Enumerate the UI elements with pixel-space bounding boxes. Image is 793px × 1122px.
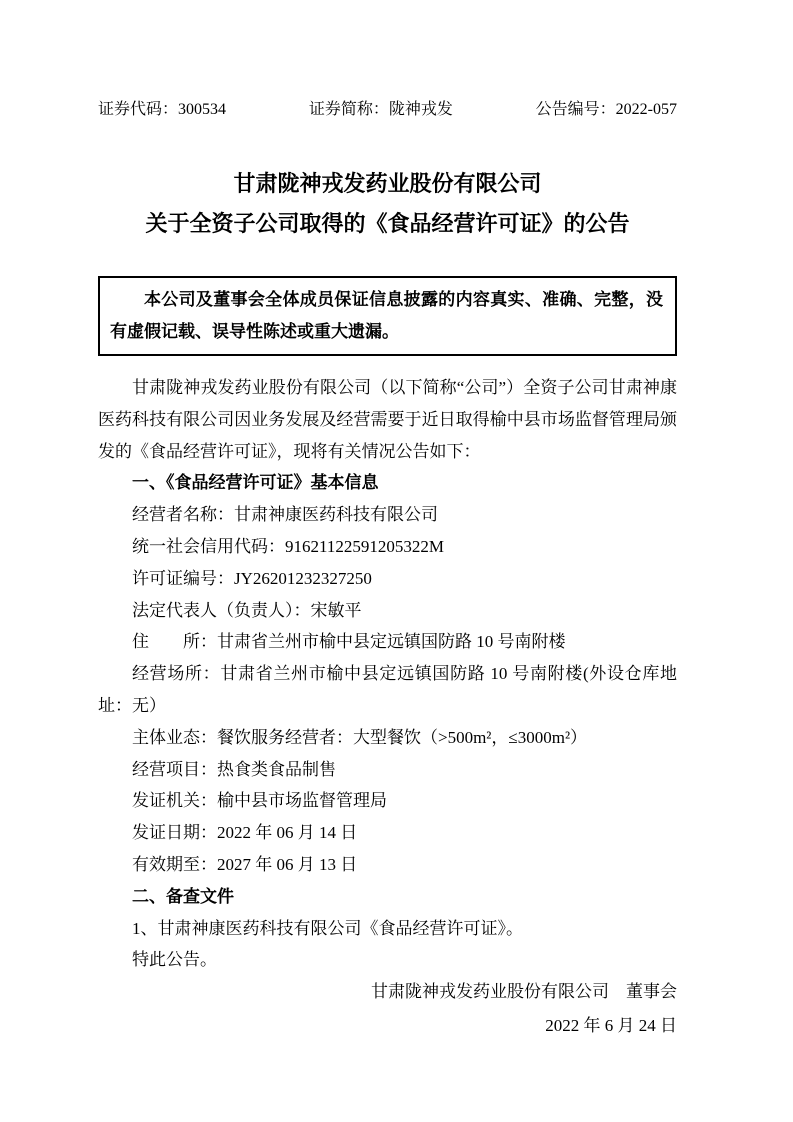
signoff-date: 2022 年 6 月 24 日 [545, 1015, 677, 1035]
issuing-authority-field: 发证机关：榆中县市场监督管理局 [132, 791, 387, 811]
operator-name-field: 经营者名称：甘肃神康医药科技有限公司 [132, 505, 438, 525]
stock-code: 证券代码：300534 [98, 101, 227, 118]
section1-heading: 一、《食品经营许可证》基本信息 [132, 473, 379, 493]
business-premises-field: 经营场所：甘肃省兰州市榆中县定远镇国防路 10 号南附楼(外设仓库地址：无） [98, 664, 677, 715]
section2-heading: 二、备查文件 [132, 886, 234, 906]
signoff-company: 甘肃陇神戎发药业股份有限公司 董事会 [371, 982, 677, 1002]
document-header [98, 100, 677, 120]
disclaimer-box [98, 276, 677, 356]
issue-date-field: 发证日期：2022 年 06 月 14 日 [132, 823, 358, 843]
credit-code-field: 统一社会信用代码：91621122591205322M [132, 536, 444, 556]
legal-representative-field: 法定代表人（负责人）：宋敏平 [132, 600, 362, 620]
disclaimer-text: 本公司及董事会全体成员保证信息披露的内容真实、准确、完整，没有虚假记载、误导性陈述或重大遗漏。 [110, 290, 663, 341]
announcement-title: 关于全资子公司取得的《食品经营许可证》的公告 [145, 211, 630, 236]
announcement-number: 公告编号：2022-057 [535, 101, 677, 118]
stock-short-name: 证券简称：陇神戎发 [308, 101, 453, 118]
entity-type-field: 主体业态：餐饮服务经营者：大型餐饮（>500m²，≤3000m²） [132, 727, 588, 747]
company-name-title: 甘肃陇神戎发药业股份有限公司 [233, 171, 542, 196]
valid-until-field: 有效期至：2027 年 06 月 13 日 [132, 854, 358, 874]
business-items-field: 经营项目：热食类食品制售 [132, 759, 336, 779]
closing-statement: 特此公告。 [132, 950, 217, 970]
intro-paragraph: 甘肃陇神戎发药业股份有限公司（以下简称“公司”）全资子公司甘肃神康医药科技有限公司因业务发展及经营需要于近日取得榆中县市场监督管理局颁发的《食品经营许可证》，现将有关情况公告如下： [98, 378, 677, 461]
reference-document-item: 1、甘肃神康医药科技有限公司《食品经营许可证》。 [132, 918, 523, 938]
domicile-field: 住 所：甘肃省兰州市榆中县定远镇国防路 10 号南附楼 [132, 632, 566, 652]
license-number-field: 许可证编号：JY26201232327250 [132, 568, 372, 588]
signoff-block [98, 976, 677, 1042]
